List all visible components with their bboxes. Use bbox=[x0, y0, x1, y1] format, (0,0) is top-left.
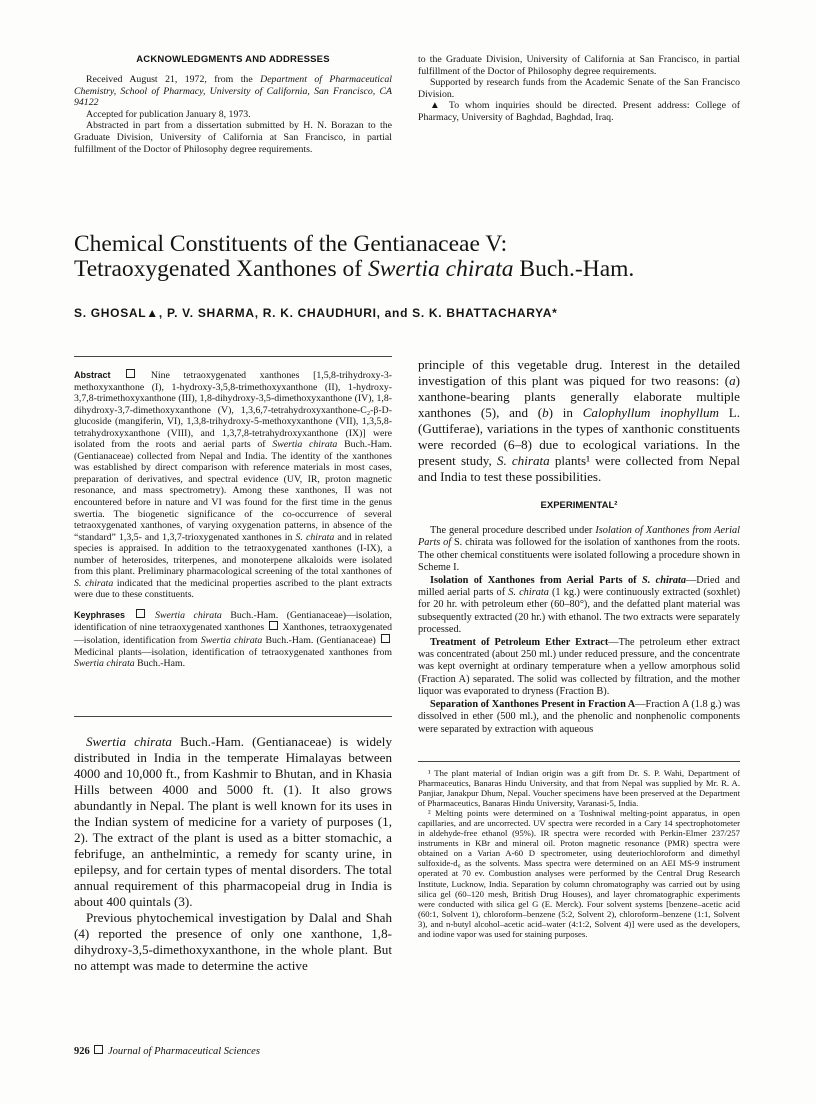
acknowledgments-block bbox=[74, 54, 392, 155]
ack-abstracted: Abstracted in part from a dissertation submitted by H. N. Borazan to the Graduate Division, University of California at San Francisco, in partial fulfillment of the Doctor of Philosophy degree requirements. bbox=[74, 120, 392, 155]
abstract-bottom-rule bbox=[74, 716, 392, 717]
abstract-species-2: S. chirata bbox=[295, 531, 335, 543]
abstract-part-b: Buch.-Ham. (Gentianaceae) collected from Nepal and India. The identity of the xanthones was established by direct comparison with reference materials in most cases, preparation of derivatives, and spectral evidence (UV, IR, proton magnetic resonance, and mass spectrometry). Among these xanthones, II was not encountered before in nature and VI was found for the first time in the genus swertia. The biogenetic significance of the co-occurrence of several tetraoxygenated xanthones, of varying oxygenation patterns, in absence of the “standard” 1,3,5- and 1,3,7-trioxygenated xanthones in bbox=[74, 439, 392, 543]
ack-received bbox=[74, 74, 392, 109]
keyphrase-3: Medicinal plants—isolation, identification of tetraoxygenated xanthones from bbox=[74, 646, 392, 658]
ack-received-dept: Department of Pharmaceutical Chemistry, School of Pharmacy, University of California, San Francisco, CA 94122 bbox=[74, 74, 392, 109]
box-glyph-icon bbox=[126, 369, 135, 378]
box-glyph-icon bbox=[94, 1045, 103, 1054]
ack-received-text: Received August 21, 1972, from the bbox=[86, 74, 261, 85]
footnote-rule bbox=[418, 761, 740, 762]
abstract-block bbox=[74, 369, 392, 670]
exp-p2-a: —Dried and milled aerial parts of bbox=[418, 574, 740, 599]
keyphrase-3-species: Swertia chirata bbox=[74, 658, 135, 670]
exp-subhead-1: Isolation of Xanthones from Aerial Parts of bbox=[430, 574, 642, 586]
abstract-label: Abstract bbox=[74, 370, 111, 380]
exp-paragraph-4 bbox=[418, 699, 740, 736]
exp-p1-italic: Isolation of Xanthones from Aerial Parts of bbox=[418, 525, 740, 549]
exp-subhead-3: Separation of Xanthones Present in Fraction A bbox=[430, 698, 636, 710]
ack-accepted: Accepted for publication January 8, 1973. bbox=[86, 108, 251, 120]
intro-paragraph-3 bbox=[418, 357, 740, 485]
exp-p2-b: (1 kg.) were continuously extracted (soxhlet) for 20 hr. with petroleum ether (60–80°), and the defatted plant material was subsequently extracted (20 hr.) with ethanol. The two extracts were separately processed. bbox=[418, 587, 741, 636]
keyphrase-2-end: Buch.-Ham. (Gentianaceae) bbox=[262, 635, 376, 647]
intro-p3-c: ) in bbox=[548, 405, 583, 420]
abstract-text bbox=[74, 369, 392, 601]
footnotes bbox=[418, 768, 740, 939]
abstract-species-3: S. chirata bbox=[74, 577, 114, 589]
exp-subhead-1-species: S. chirata bbox=[641, 574, 686, 586]
keyphrase-1: Buch.-Ham. (Gentianaceae)—isolation, identification of nine tetraoxygenated xanthones bbox=[74, 609, 392, 634]
exp-p1-b: S. chirata was followed for the isolation of xanthones from the roots. The other chemical constituents were isolated following a procedure shown in Scheme I. bbox=[418, 537, 740, 574]
ack-abstracted-cont: to the Graduate Division, University of California at San Francisco, in partial fulfillment of the Doctor of Philosophy degree requirements. bbox=[418, 54, 740, 77]
experimental-body bbox=[418, 525, 740, 736]
box-glyph-icon bbox=[269, 621, 278, 630]
abstract-species-1: Swertia chirata bbox=[272, 439, 338, 451]
intro-paragraph-2: Previous phytochemical investigation by Dalal and Shah (4) reported the presence of only one xanthone, 1,8-dihydroxy-3,5-dimethoxyxanthone, in the whole plant. But no attempt was made to determine the active bbox=[74, 910, 392, 973]
keyphrases-label: Keyphrases bbox=[74, 609, 126, 620]
intro-p3-b: ) xanthone-bearing plants generally elaborate multiple xanthones (5), and ( bbox=[418, 373, 740, 420]
ack-supported: Supported by research funds from the Academic Senate of the San Francisco Division. bbox=[418, 77, 740, 100]
abstract-part-c: and in related species is appraised. In addition to the tetraoxygenated xanthones (I-IX), a number of heterosides, triterpenes, and monoterpene alkaloids were isolated from this plant. Preliminary pharmacological screening of the total xanthones of bbox=[74, 531, 392, 578]
footnote-1: ¹ The plant material of Indian origin was a gift from Dr. S. P. Wahi, Department of Pharmaceutics, Banaras Hindu University, and that from Nepal was supplied by Mr. R. A. Panjiar, Janakpur Dhum, Nepal. Voucher specimens have been preserved at the Department of Pharmaceutics, Banaras Hindu University, Varanasi-5, India. bbox=[418, 768, 740, 809]
exp-p3-text: —The petroleum ether extract was concentrated (about 250 ml.) under reduced pressure, and the concentrate was kept overnight at ordinary temperature when a yellow amorphous solid (Fraction A) separated. The solid was collected by filtration, and the mother liquor was evaporated to dryness (Fraction B). bbox=[418, 636, 740, 698]
journal-name: Journal of Pharmaceutical Sciences bbox=[108, 1046, 260, 1057]
ack-inquiries: ▲ To whom inquiries should be directed. Present address: College of Pharmacy, University of Baghdad, Baghdad, Iraq. bbox=[418, 100, 740, 123]
keyphrases bbox=[74, 609, 392, 670]
author-line: S. GHOSAL▲, P. V. SHARMA, R. K. CHAUDHURI, and S. K. BHATTACHARYA* bbox=[74, 306, 558, 320]
page-number: 926 bbox=[74, 1046, 90, 1057]
intro-p3-a-italic: a bbox=[729, 373, 736, 388]
exp-paragraph-2 bbox=[418, 575, 740, 637]
exp-p2-italic: S. chirata bbox=[508, 587, 549, 599]
article-title bbox=[74, 232, 754, 282]
introduction-right bbox=[418, 357, 740, 485]
intro-p3-e: plants¹ were collected from Nepal and India to test these possibilities. bbox=[418, 453, 741, 484]
keyphrase-2: Xanthones, tetraoxygenated—isolation, identification from bbox=[74, 622, 393, 647]
ack-heading: ACKNOWLEDGMENTS AND ADDRESSES bbox=[136, 54, 330, 65]
exp-paragraph-1 bbox=[418, 525, 740, 575]
exp-paragraph-3 bbox=[418, 637, 740, 699]
exp-p4-text: —Fraction A (1.8 g.) was dissolved in ether (500 ml.), and the phenolic and nonphenolic components were separated by extraction with aqueous bbox=[418, 698, 740, 735]
exp-subhead-2: Treatment of Petroleum Ether Extract bbox=[430, 636, 609, 648]
experimental-section bbox=[418, 500, 740, 736]
box-glyph-icon bbox=[136, 609, 145, 618]
abstract-top-rule bbox=[74, 356, 392, 357]
abstract-part-a: Nine tetraoxygenated xanthones [1,5,8-trihydroxy-3-methoxyxanthone (I), 1-hydroxy-3,5,8-trimethoxyxanthone (II), 1-hydroxy-3,7,8-trimethoxyxanthone (III), 1,8-dihydroxy-3,5-dimethoxyxanthone (IV), 1,8-dihydroxy-3,7-dimethoxyxanthone (V), 1,3,6,7-tetrahydroxyxanthone-C₂-β-D-glucoside (mangiferin, VI), 1,3,8-trihydroxy-5-methoxyxanthone (VII), 1,3,5,8-tetrahydroxyxanthone (VIII), and 1,3,7,8-tetrahydroxyxanthone (IX)] were isolated from the roots and aerial parts of bbox=[74, 370, 393, 451]
intro-p3-d-italic: S. chirata bbox=[496, 453, 550, 468]
acknowledgments-continued bbox=[418, 54, 740, 124]
keyphrase-2-species: Swertia chirata bbox=[200, 635, 263, 647]
exp-p1-a: The general procedure described under bbox=[430, 525, 596, 536]
box-glyph-icon bbox=[381, 634, 390, 643]
page-footer bbox=[74, 1045, 394, 1057]
keyphrase-1-species: Swertia chirata bbox=[155, 609, 222, 621]
title-species: Swertia chirata bbox=[367, 256, 514, 282]
title-authority: Buch.-Ham. bbox=[513, 256, 635, 282]
intro-p3-c-italic: Calophyllum inophyllum bbox=[582, 405, 720, 420]
intro-p1-text: Buch.-Ham. (Gentianaceae) is widely distributed in India in the temperate Himalayas between 4000 and 10,000 ft., from Kashmir to Bhutan, and in Khasia Hills between 4000 and 5000 ft. (1). It also grows abundantly in Nepal. The plant is well known for its uses in the Indian system of medicine for a variety of purposes (1, 2). The extract of the plant is used as a bitter stomachic, a febrifuge, an anthelmintic, a remedy for scanty urine, in epilepsy, and for certain types of mental disorders. The total annual requirement of this pharmacopeial drug in India is about 400 quintals (3). bbox=[74, 734, 392, 909]
title-text: Tetraoxygenated Xanthones of bbox=[74, 256, 368, 282]
intro-p3-a: principle of this vegetable drug. Interest in the detailed investigation of this plant was piqued for two reasons: ( bbox=[418, 357, 740, 388]
introduction-left bbox=[74, 734, 392, 974]
keyphrase-3-end: Buch.-Ham. bbox=[134, 658, 186, 670]
intro-species: Swertia chirata bbox=[86, 734, 172, 749]
title-line-1: Chemical Constituents of the Gentianaceae V: bbox=[74, 231, 508, 257]
intro-p3-b-italic: b bbox=[542, 405, 549, 420]
intro-paragraph-1 bbox=[74, 734, 392, 910]
experimental-heading: EXPERIMENTAL² bbox=[540, 500, 618, 511]
intro-p3-d: L. (Guttiferae), variations in the types of xanthonic constituents were recorded (6–8) due to ecological variations. In the present study, bbox=[418, 405, 741, 468]
footnote-2: ² Melting points were determined on a Toshniwal melting-point apparatus, in open capillaries, and are uncorrected. UV spectra were recorded in a Cary 14 spectrophotometer in aldehyde-free ethanol (95%). IR spectra were recorded with Perkin-Elmer 237/257 instruments in KBr and mineral oil. Proton magnetic resonance (PMR) spectra were obtained on a Varian A-60 D spectrometer, using deuteriochloroform and dimethyl sulfoxide-d₆ as the solvents. Mass spectra were determined on an AEI MS-9 instrument operated at 70 ev. Combustion analyses were performed by the Central Drug Research Institute, Lucknow, India. Separation by column chromatography was carried out by using silica gel (60–120 mesh, British Drug Houses), and layer chromatographic experiments were conducted with silica gel G (E. Merck). Four solvent systems [benzene–acetic acid (60:1, Solvent 1), chloroform–benzene (5:2, Solvent 2), chloroform–benzene (1:1, Solvent 3), and n-butyl alcohol–acetic acid–water (4:1:2, Solvent 4)] were used as the developers, and iodine vapor was used for staining purposes. bbox=[418, 808, 740, 939]
title-line-2 bbox=[74, 257, 754, 282]
abstract-part-d: indicated that the medicinal properties ascribed to the plant extracts were due to these constituents. bbox=[74, 577, 392, 601]
